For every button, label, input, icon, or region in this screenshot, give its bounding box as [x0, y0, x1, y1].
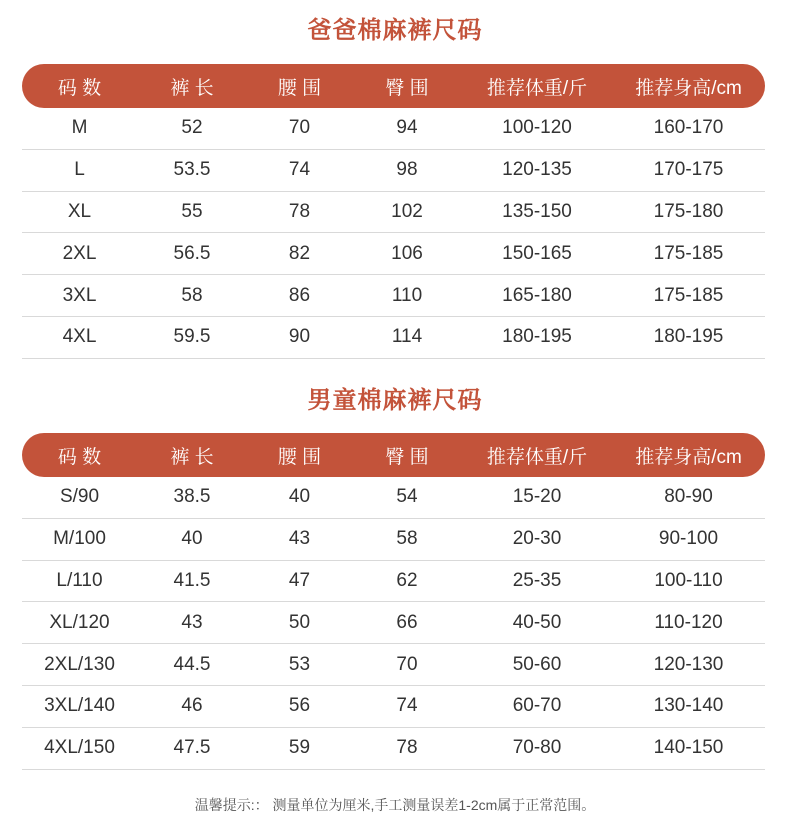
- table-row: [22, 519, 765, 561]
- cell-waist: 53: [288, 653, 311, 675]
- header-cell-weight: 推荐体重/斤: [486, 77, 588, 99]
- cell-weight: 180-195: [502, 326, 572, 348]
- cell-weight: 120-135: [502, 159, 572, 181]
- cell-hip: 106: [391, 242, 423, 264]
- cell-waist: 90: [288, 326, 311, 348]
- cell-weight: 15-20: [512, 486, 562, 508]
- cell-waist: 50: [288, 611, 311, 633]
- cell-hip: 66: [396, 611, 418, 633]
- cell-size: 3XL/140: [44, 695, 115, 717]
- header-cell-waist: 腰 围: [277, 77, 322, 99]
- table-row: [22, 561, 765, 603]
- cell-height: 175-185: [653, 284, 724, 306]
- cell-size: XL/120: [49, 611, 110, 633]
- table-header: [22, 433, 765, 477]
- header-cell-height: 推荐身高/cm: [635, 446, 742, 468]
- cell-hip: 102: [391, 200, 423, 222]
- cell-length: 59.5: [173, 326, 211, 348]
- cell-waist: 47: [288, 569, 311, 591]
- cell-weight: 70-80: [512, 737, 562, 759]
- cell-height: 90-100: [658, 528, 719, 550]
- cell-length: 58: [181, 284, 203, 306]
- cell-length: 43: [181, 611, 203, 633]
- header-cell-hip: 臀 围: [385, 77, 429, 99]
- cell-weight: 60-70: [512, 695, 562, 717]
- table-header: [22, 64, 765, 108]
- cell-length: 56.5: [173, 242, 211, 264]
- cell-hip: 74: [396, 695, 418, 717]
- boy-size-table: [22, 433, 765, 770]
- cell-weight: 20-30: [512, 528, 562, 550]
- dad-size-title: 爸爸棉麻裤尺码: [307, 17, 483, 44]
- table-row: [22, 317, 765, 359]
- header-cell-size: 码 数: [57, 77, 102, 99]
- cell-waist: 70: [288, 117, 311, 139]
- dad-size-table: [22, 64, 765, 359]
- cell-weight: 135-150: [502, 200, 572, 222]
- cell-length: 53.5: [173, 159, 211, 181]
- cell-height: 100-110: [654, 569, 723, 591]
- cell-size: 2XL: [62, 242, 97, 264]
- cell-height: 175-185: [653, 242, 724, 264]
- cell-height: 160-170: [653, 117, 724, 139]
- cell-hip: 54: [396, 486, 418, 508]
- cell-height: 120-130: [653, 653, 724, 675]
- cell-size: S/90: [59, 486, 100, 508]
- table-row: [22, 192, 765, 234]
- cell-size: M/100: [53, 528, 106, 550]
- table-row: [22, 233, 765, 275]
- cell-size: M: [71, 117, 88, 139]
- cell-hip: 58: [396, 528, 418, 550]
- table-row: [22, 275, 765, 317]
- header-cell-length: 裤 长: [170, 77, 214, 99]
- cell-weight: 50-60: [512, 653, 562, 675]
- cell-waist: 56: [288, 695, 311, 717]
- cell-size: 4XL: [62, 326, 97, 348]
- cell-height: 170-175: [653, 159, 724, 181]
- cell-height: 130-140: [653, 695, 724, 717]
- cell-weight: 25-35: [512, 569, 562, 591]
- cell-height: 180-195: [653, 326, 724, 348]
- cell-waist: 78: [288, 200, 311, 222]
- cell-size: 2XL/130: [44, 653, 115, 675]
- cell-waist: 43: [288, 528, 311, 550]
- cell-waist: 40: [288, 486, 311, 508]
- table-row: [22, 150, 765, 192]
- header-cell-height: 推荐身高/cm: [635, 77, 742, 99]
- cell-length: 40: [181, 528, 203, 550]
- cell-length: 55: [181, 200, 203, 222]
- cell-hip: 62: [396, 569, 418, 591]
- table-row: [22, 602, 765, 644]
- cell-hip: 110: [391, 284, 423, 306]
- header-cell-weight: 推荐体重/斤: [486, 446, 588, 468]
- cell-hip: 70: [396, 653, 418, 675]
- cell-weight: 165-180: [502, 284, 572, 306]
- cell-height: 140-150: [653, 737, 724, 759]
- cell-weight: 40-50: [512, 611, 562, 633]
- cell-height: 175-180: [653, 200, 724, 222]
- cell-weight: 100-120: [502, 117, 572, 139]
- cell-length: 44.5: [173, 653, 211, 675]
- cell-size: 3XL: [62, 284, 97, 306]
- header-cell-size: 码 数: [57, 446, 102, 468]
- table-row: [22, 644, 765, 686]
- cell-size: L/110: [56, 569, 103, 591]
- cell-weight: 150-165: [502, 242, 572, 264]
- cell-hip: 98: [396, 159, 418, 181]
- measurement-note: 温馨提示:： 测量单位为厘米,手工测量误差1-2cm属于正常范围。: [194, 797, 596, 813]
- header-cell-hip: 臀 围: [385, 446, 429, 468]
- table-row: [22, 686, 765, 728]
- table-row: [22, 477, 765, 519]
- cell-hip: 114: [391, 326, 423, 348]
- cell-length: 52: [181, 117, 203, 139]
- cell-height: 80-90: [664, 486, 713, 508]
- header-cell-waist: 腰 围: [277, 446, 322, 468]
- cell-waist: 74: [288, 159, 311, 181]
- cell-waist: 59: [288, 737, 311, 759]
- header-cell-length: 裤 长: [170, 446, 214, 468]
- boy-size-title: 男童棉麻裤尺码: [307, 387, 483, 414]
- cell-length: 38.5: [173, 486, 211, 508]
- table-row: [22, 728, 765, 770]
- cell-hip: 78: [396, 737, 418, 759]
- cell-size: L: [74, 159, 85, 181]
- cell-length: 47.5: [173, 737, 211, 759]
- cell-size: XL: [67, 200, 92, 222]
- cell-size: 4XL/150: [44, 737, 115, 759]
- table-row: [22, 108, 765, 150]
- cell-length: 46: [181, 695, 203, 717]
- cell-hip: 94: [396, 117, 418, 139]
- cell-height: 110-120: [654, 611, 723, 633]
- cell-waist: 82: [288, 242, 311, 264]
- cell-length: 41.5: [173, 569, 211, 591]
- cell-waist: 86: [288, 284, 311, 306]
